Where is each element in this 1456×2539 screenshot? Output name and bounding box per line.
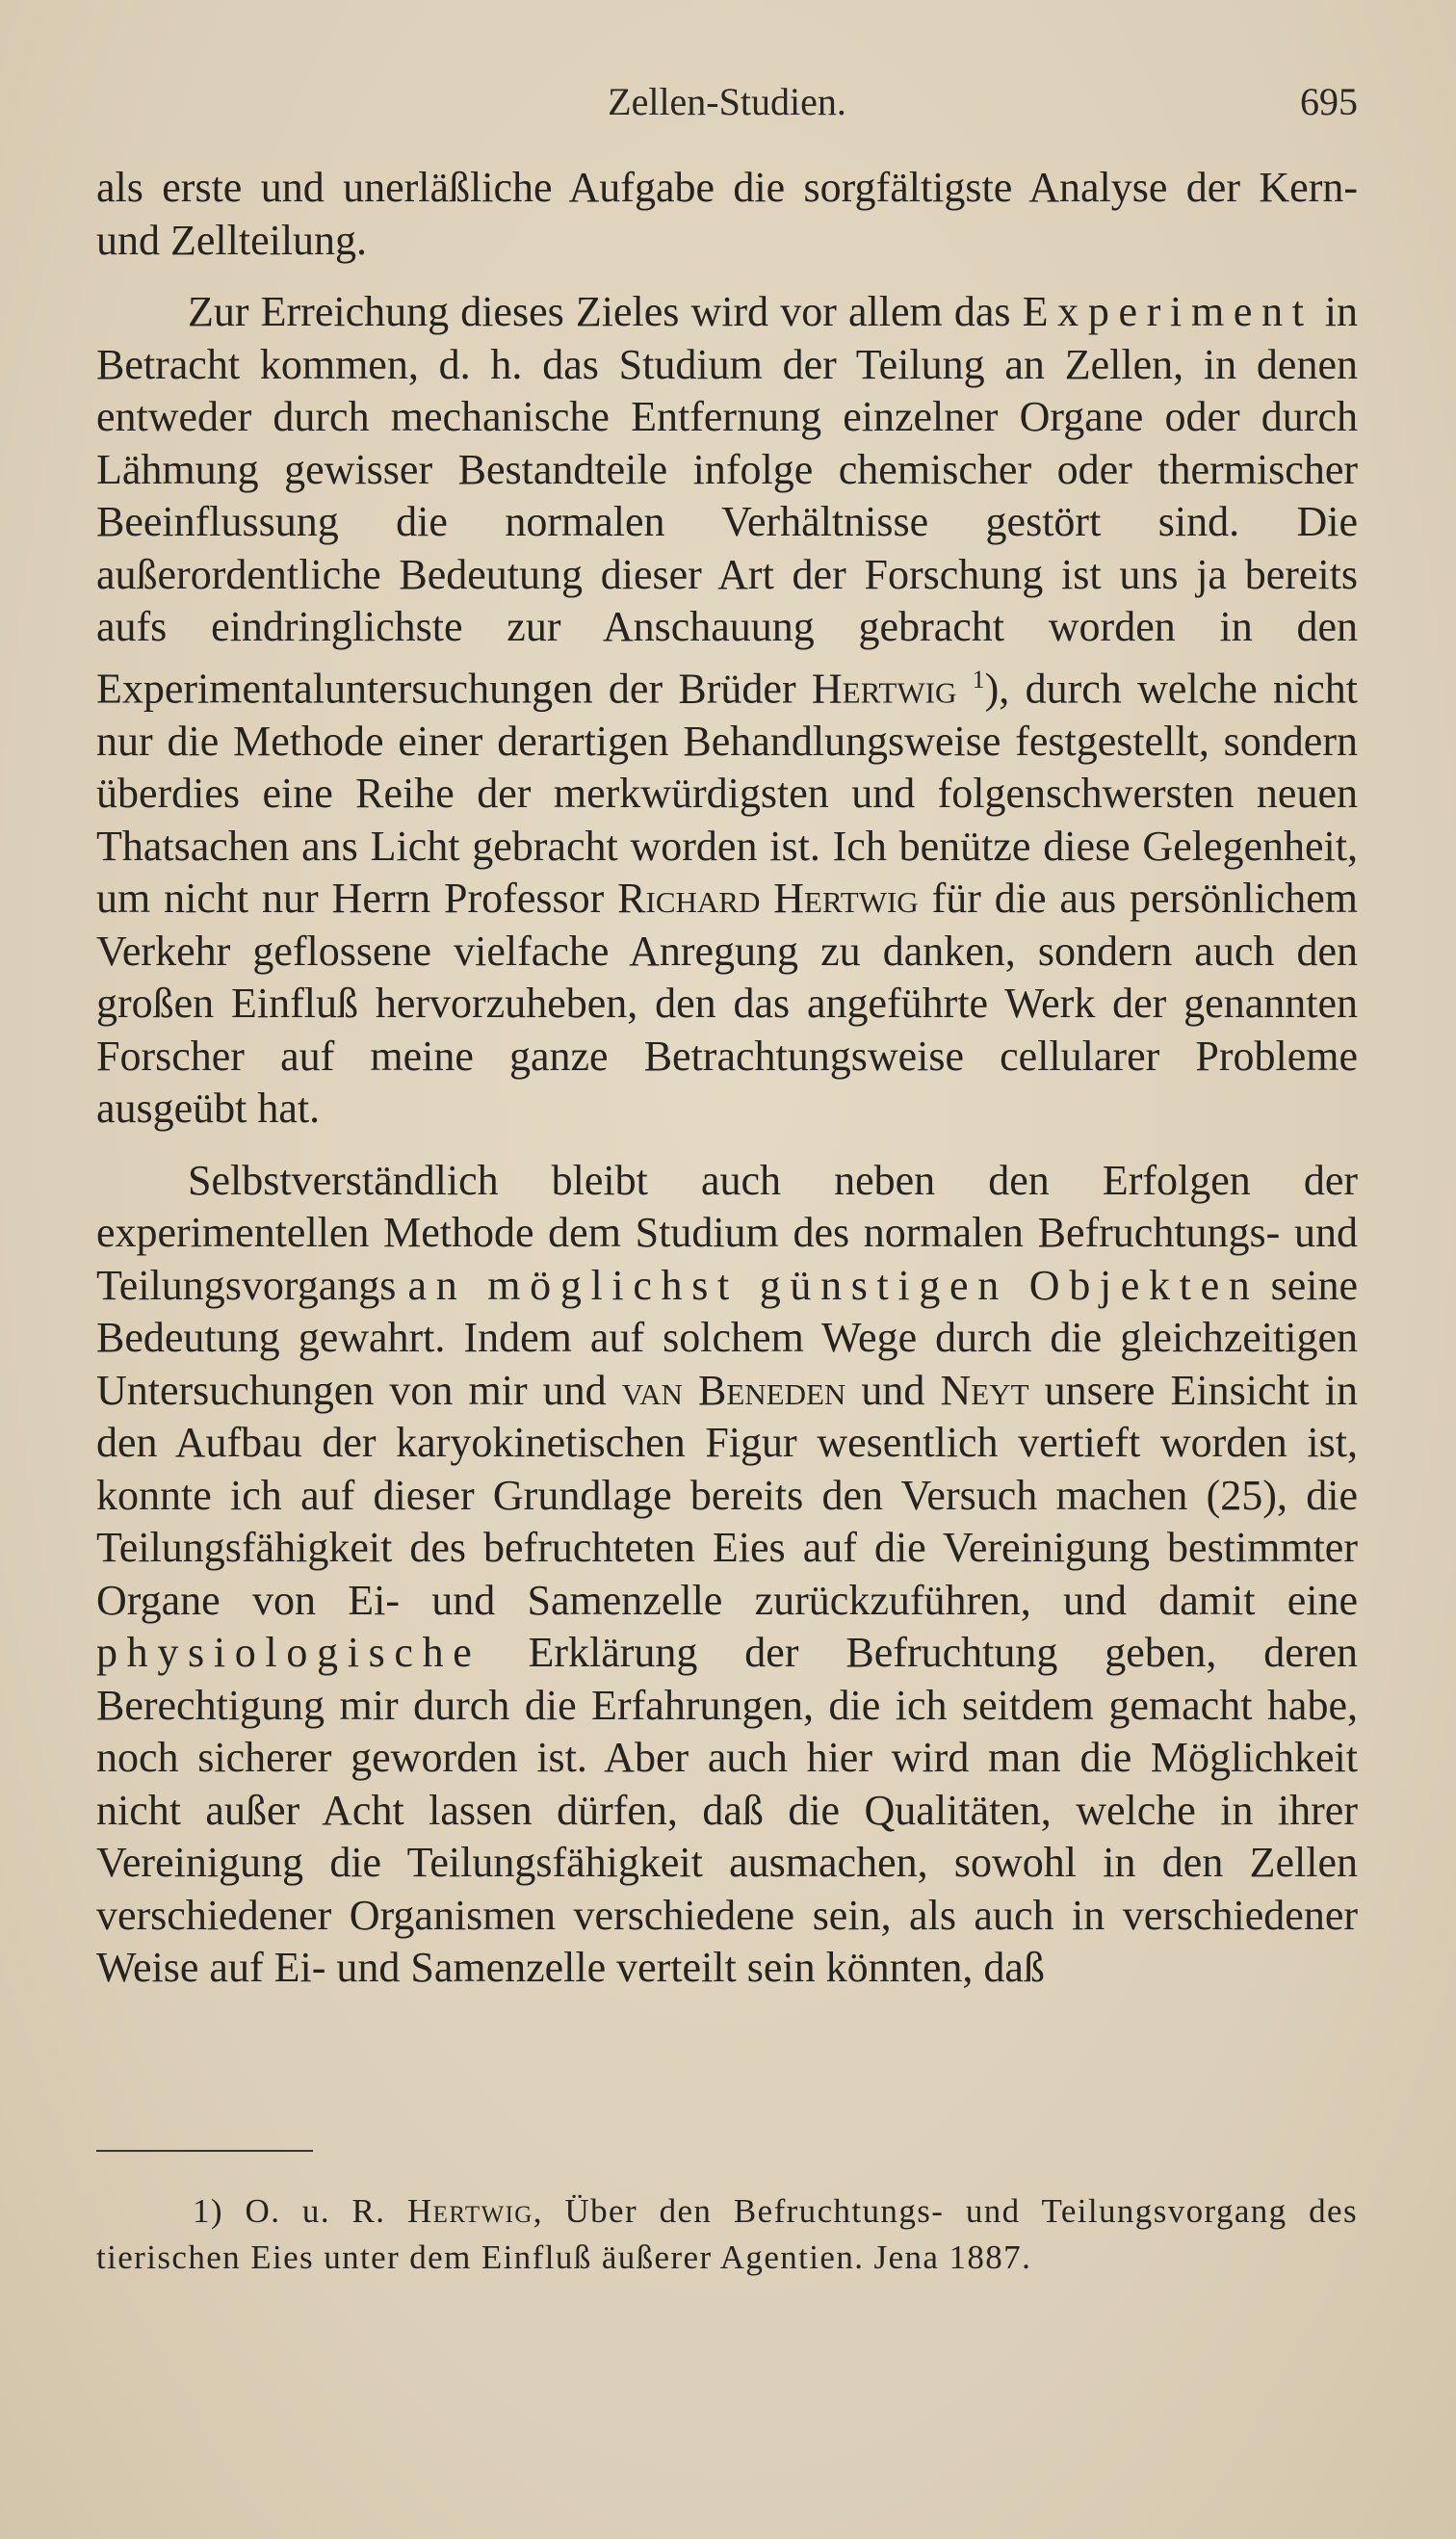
author-van-beneden: van Beneden [621, 1366, 846, 1414]
p3-text-b: seine Bedeutung gewahrt. Indem auf solchem Wege durch die gleichzeitigen Untersuchungen von mir und [96, 1261, 1358, 1414]
p3-text-d: unsere Einsicht in den Aufbau der karyokinetischen Figur wesentlich vertieft worden ist, konnte ich auf dieser Grundlage bereits den Versuch machen (25), die Teilungsfähigkeit des befruchteten Eies auf die Vereinigung bestimmter Organe von Ei- und Samenzelle zurückzuführen, und damit eine [96, 1366, 1359, 1624]
footnote-marker: 1) [193, 2192, 223, 2230]
p2-text-c: ), durch welche nicht nur die Methode einer derartigen Behandlungsweise festgestellt, sondern überdies eine Reihe der merkwürdigsten und folgenschwersten neuen Thatsachen ans Licht gebracht worden ist. Ich benütze diese Gelegenheit, um nicht nur Herrn Professor [96, 665, 1358, 923]
running-header [96, 79, 1358, 133]
p2-text-d: für die aus persönlichem Verkehr geflossene vielfache Anregung zu danken, sondern auch den großen Einfluß hervorzuheben, den das angeführte Werk der genannten Forscher auf meine ganze Betrachtungsweise cellularer Probleme ausgeübt hat. [96, 875, 1359, 1133]
p2-text-b: in Betracht kommen, d. h. das Studium der Teilung an Zellen, in denen entweder durch mechanische Entfernung einzelner Organe oder durch Lähmung gewisser Bestandteile infolge chemischer oder thermischer Beeinflussung die normalen Verhältnisse gestört sind. Die außerordentliche Bedeutung dieser Art der Forschung ist uns ja bereits aufs eindringlichste zur Anschauung gebracht worden in den Experimentaluntersuchungen der Brüder [96, 288, 1358, 713]
footnote-text: , Über den Befruchtungs- und Teilungsvorgang des tierischen Eies unter dem Einfluß äußerer Agentien. Jena 1887. [96, 2192, 1358, 2276]
p3-text-e: Erklärung der Befruchtung geben, deren Berechtigung mir durch die Erfahrungen, die ich seitdem gemacht habe, noch sicherer geworden ist. Aber auch hier wird man die Möglichkeit nicht außer Acht lassen dürfen, daß die Qualitäten, welche in ihrer Vereinigung die Teilungsfähigkeit ausmachen, sowohl in den Zellen verschiedener Organismen verschiedene sein, als auch in verschiedener Weise auf Ei- und Samenzelle verteilt sein könnten, daß [96, 1629, 1358, 1992]
p2-text-a: Zur Erreichung dieses Zieles wird vor allem das [188, 288, 1011, 335]
footnote-author-hertwig: Hertwig [406, 2192, 533, 2230]
author-richard-hertwig: Richard Hertwig [617, 875, 919, 923]
footnote-rule [96, 2150, 313, 2152]
author-hertwig: Hertwig [811, 665, 957, 713]
footnote [96, 2188, 1358, 2281]
paragraph-3 [96, 1155, 1358, 1995]
emphasis-objekten: an möglichst günstigen Objekten [407, 1261, 1260, 1309]
main-text [96, 162, 1358, 1995]
p3-text-c: und [861, 1366, 925, 1414]
emphasis-experiment: Experiment [1022, 288, 1313, 335]
author-neyt: Neyt [940, 1366, 1029, 1414]
page-number: 695 [1300, 80, 1358, 123]
paragraph-1: als erste und unerläßliche Aufgabe die sorgfältigste Analyse der Kern- und Zellteilung. [96, 164, 1358, 264]
emphasis-physiologische: physiologische [96, 1629, 481, 1677]
running-title: Zellen-Studien. [608, 80, 846, 123]
paragraph-2 [96, 286, 1358, 1136]
footnote-ref: 1 [972, 665, 985, 694]
footnote-authors: O. u. R. [245, 2192, 386, 2230]
p3-text-a: Selbstverständlich bleibt auch neben den Erfolgen der experimentellen Methode dem Studium des normalen Befruchtungs- und Teilungsvorgangs [96, 1156, 1358, 1309]
